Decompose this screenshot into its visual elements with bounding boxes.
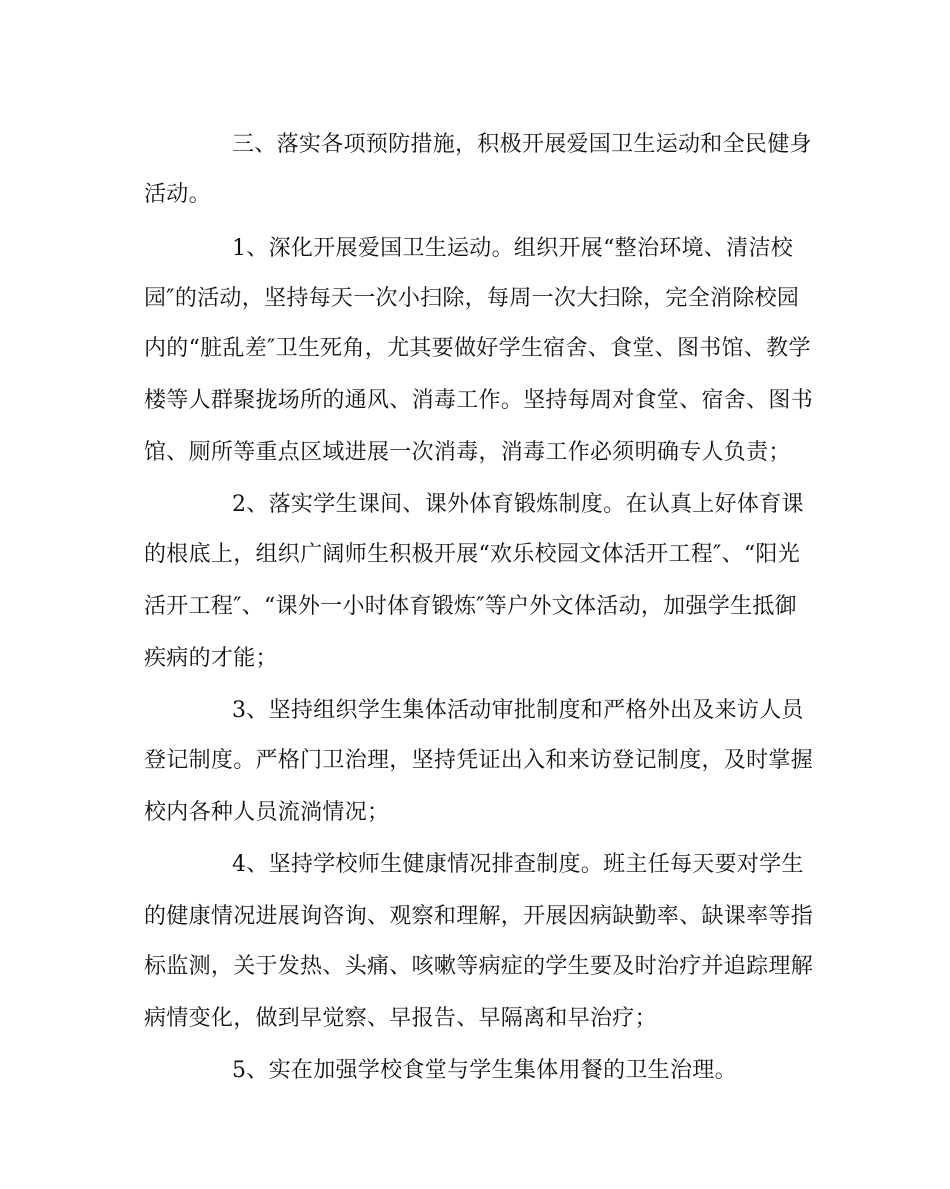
paragraph-2-line-3: 内的“脏乱差″卫生死角，尤其要做好学生宿舍、食堂、图书馆、教学 bbox=[144, 336, 811, 361]
paragraph-3-line-3: 活开工程″、“课外一小时体育锻炼″等户外文体活动，加强学生抵御 bbox=[144, 594, 797, 619]
paragraph-4-line-2: 登记制度。严格门卫治理，坚持凭证出入和来访登记制度，及时掌握 bbox=[144, 748, 814, 773]
paragraph-5-line-4: 病情变化，做到早觉察、早报告、早隔离和早治疗； bbox=[144, 1006, 657, 1031]
paragraph-1-line-1: 三、落实各项预防措施，积极开展爱国卫生运动和全民健身 bbox=[232, 132, 812, 157]
paragraph-4-line-1: 3、坚持组织学生集体活动审批制度和严格外出及来访人员 bbox=[232, 698, 804, 723]
paragraph-2-line-2: 园″的活动，坚持每天一次小扫除，每周一次大扫除，完全消除校园 bbox=[144, 286, 800, 311]
paragraph-5-line-2: 的健康情况进展询咨询、观察和理解，开展因病缺勤率、缺课率等指 bbox=[144, 904, 814, 929]
paragraph-6-line-1: 5、实在加强学校食堂与学生集体用餐的卫生治理。 bbox=[232, 1058, 737, 1083]
paragraph-2-line-5: 馆、厕所等重点区域进展一次消毒，消毒工作必须明确专人负责； bbox=[144, 440, 791, 465]
paragraph-3-line-2: 的根底上，组织广阔师生积极开展“欢乐校园文体活开工程″、“阳光 bbox=[144, 542, 801, 567]
paragraph-2-line-4: 楼等人群聚拢场所的通风、消毒工作。坚持每周对食堂、宿舍、图书 bbox=[144, 388, 814, 413]
paragraph-3-line-4: 疾病的才能； bbox=[144, 646, 278, 671]
paragraph-3-line-1: 2、落实学生课间、课外体育锻炼制度。在认真上好体育课 bbox=[232, 492, 804, 517]
paragraph-4-line-3: 校内各种人员流淌情况； bbox=[144, 800, 390, 825]
paragraph-1-line-2: 活动。 bbox=[144, 182, 211, 207]
paragraph-2-line-1: 1、深化开展爱国卫生运动。组织开展“整治环境、清洁校 bbox=[232, 236, 794, 261]
paragraph-5-line-1: 4、坚持学校师生健康情况排查制度。班主任每天要对学生 bbox=[232, 852, 804, 877]
paragraph-5-line-3: 标监测，关于发热、头痛、咳嗽等病症的学生要及时治疗并追踪理解 bbox=[144, 954, 814, 979]
